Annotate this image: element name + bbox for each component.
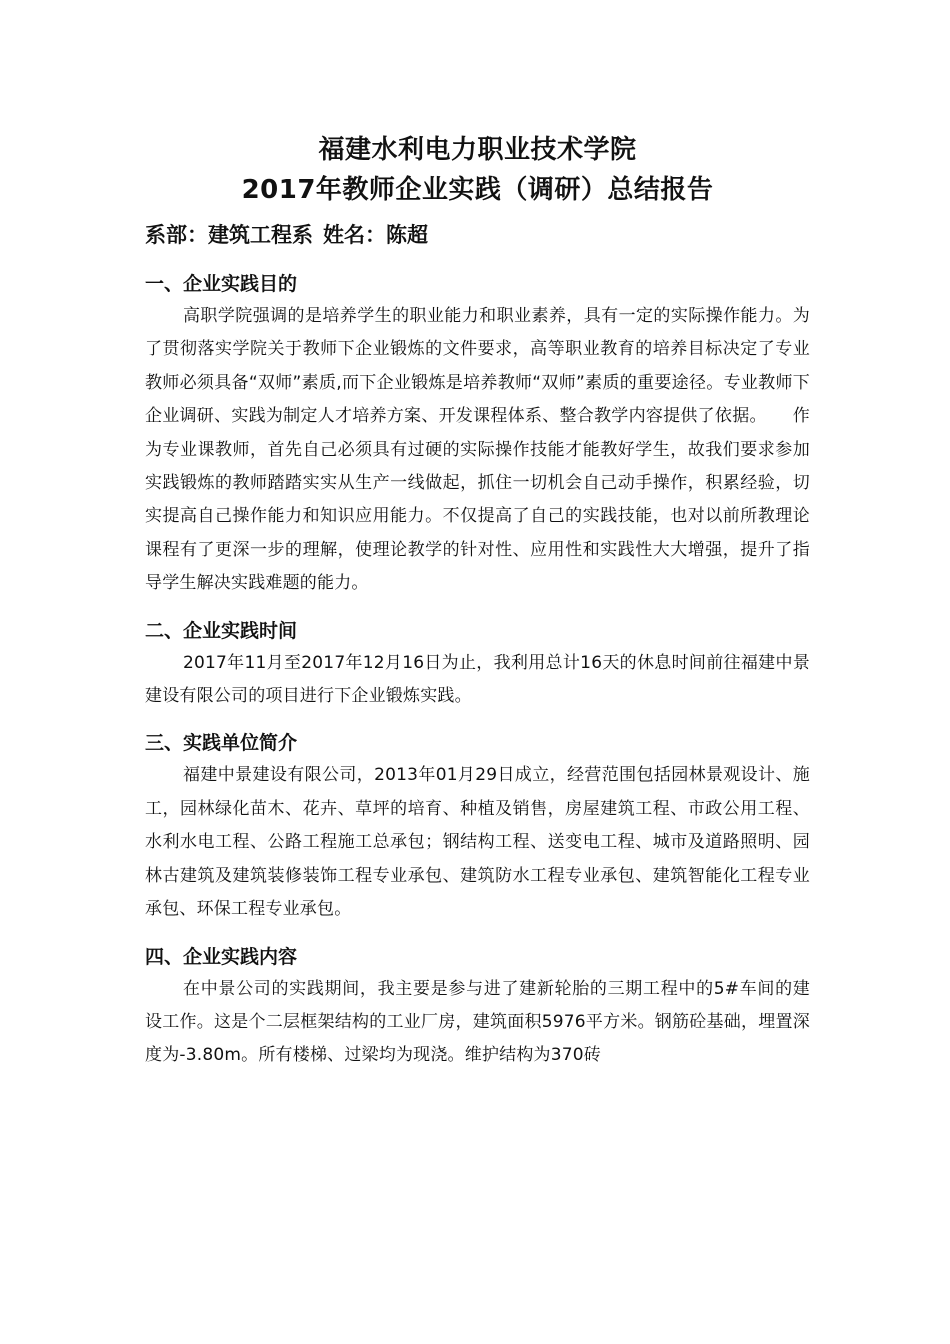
document-body xyxy=(145,130,810,1073)
section-text-time: 2017年11月至2017年12月16日为止，我利用总计16天的休息时间前往福建中景建设有限公司的项目进行下企业锻炼实践。 xyxy=(145,652,810,707)
author-info xyxy=(145,220,810,250)
author-name: 姓名：陈超 xyxy=(323,223,428,247)
section-text-content: 在中景公司的实践期间，我主要是参与进了建新轮胎的三期工程中的5#车间的建设工作。这是个二层框架结构的工业厂房，建筑面积5976平方米。钢筋砼基础，埋置深度为-3.80m。所有楼梯、过梁均为现浇。维护结构为370砖 xyxy=(145,978,810,1066)
section-text-purpose: 高职学院强调的是培养学生的职业能力和职业素养，具有一定的实际操作能力。为了贯彻落实学院关于教师下企业锻炼的文件要求，高等职业教育的培养目标决定了专业教师必须具备“双师”素质,而下企业锻炼是培养教师“双师”素质的重要途径。专业教师下企业调研、实践为制定人才培养方案、开发课程体系、整合教学内容提供了依据。 作为专业课教师，首先自己必须具有过硬的实际操作技能才能教好学生，故我们要求参加实践锻炼的教师踏踏实实从生产一线做起，抓住一切机会自己动手操作，积累经验，切实提高自己操作能力和知识应用能力。不仅提高了自己的实践技能，也对以前所教理论课程有了更深一步的理解，使理论教学的针对性、应用性和实践性大大增强，提升了指导学生解决实践难题的能力。 xyxy=(145,306,810,594)
section-heading-company: 三、实践单位简介 xyxy=(145,732,298,755)
section-heading-purpose: 一、企业实践目的 xyxy=(145,273,298,295)
section-heading-time: 二、企业实践时间 xyxy=(145,619,298,642)
department-label: 系部：建筑工程系 xyxy=(145,223,313,247)
document-title-line2: 2017年教师企业实践（调研）总结报告 xyxy=(241,175,714,205)
section-text-company: 福建中景建设有限公司，2013年01月29日成立，经营范围包括园林景观设计、施工，园林绿化苗木、花卉、草坪的培育、种植及销售，房屋建筑工程、市政公用工程、水利水电工程、公路工程施工总承包；钢结构工程、送变电工程、城市及道路照明、园林古建筑及建筑装修装饰工程专业承包、建筑防水工程专业承包、建筑智能化工程专业承包、环保工程专业承包。 xyxy=(145,765,810,920)
document-title-line1: 福建水利电力职业技术学院 xyxy=(318,135,637,165)
section-heading-content: 四、企业实践内容 xyxy=(145,945,298,968)
